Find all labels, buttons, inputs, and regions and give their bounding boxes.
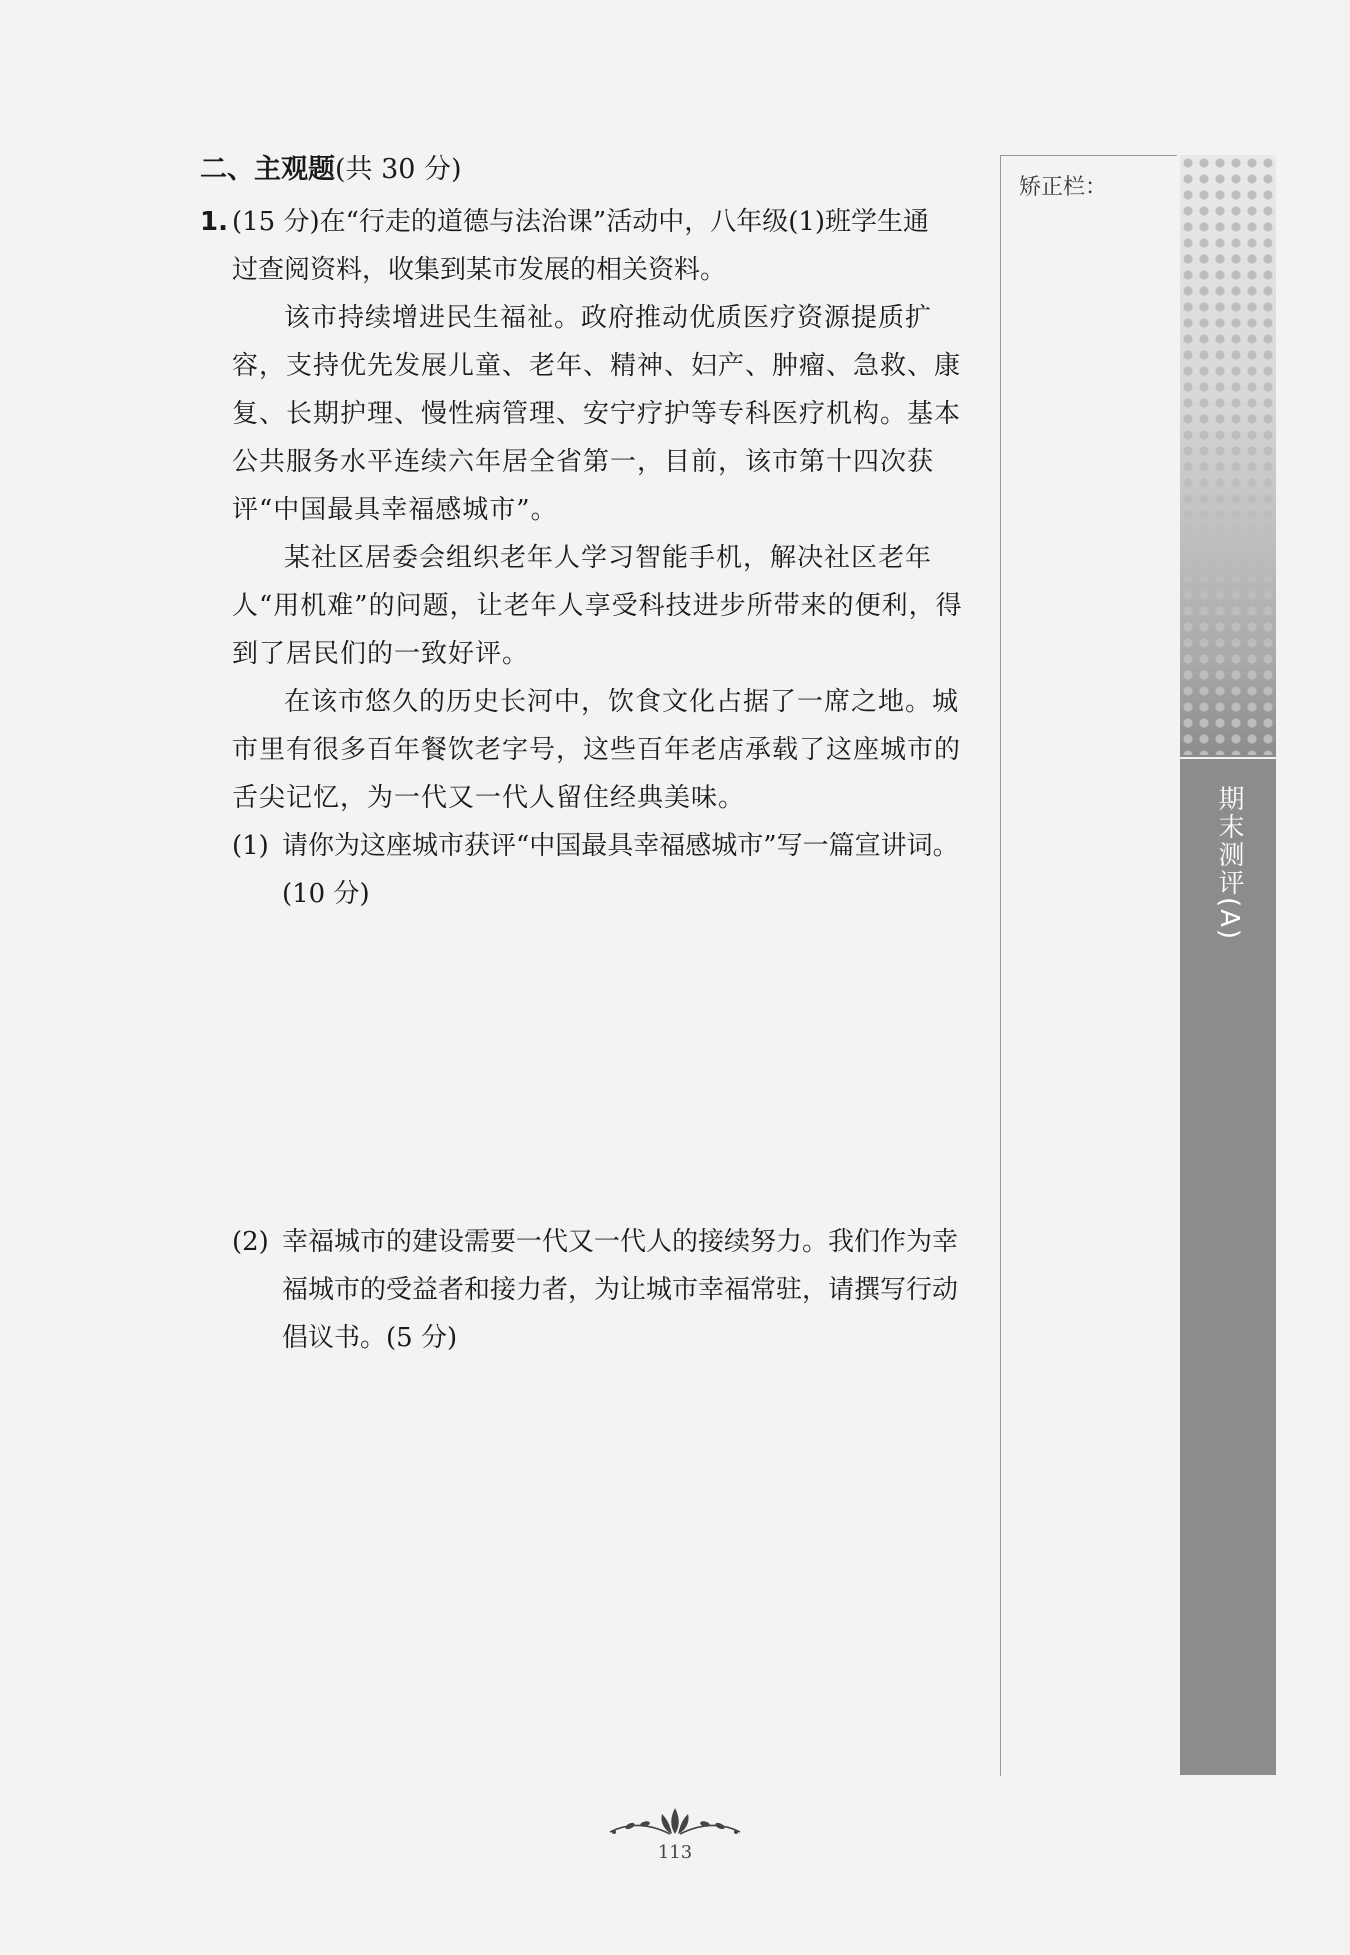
sub-question-text: 请你为这座城市获评“中国最具幸福感城市”写一篇宣讲词。(10 分) [282,831,959,909]
floral-ornament-icon [600,1800,750,1840]
side-tab-label: 期末测评(A) [1214,785,1244,942]
material-paragraphs [200,294,980,822]
section-score: (共 30 分) [335,154,462,185]
side-tab-divider [1180,757,1276,759]
section-heading [200,150,980,190]
sub-question-number: (1) [232,831,269,861]
sub-question-number: (2) [232,1227,269,1257]
correction-column[interactable] [1000,155,1177,1776]
question-intro [200,198,980,294]
sub-question-2 [200,1218,980,1362]
sub-question-1 [200,822,980,918]
material-paragraph: 该市持续增进民生福祉。政府推动优质医疗资源提质扩容，支持优先发展儿童、老年、精神、妇产、肿瘤、急救、康复、长期护理、慢性病管理、安宁疗护等专科医疗机构。基本公共服务水平连续六年居全省第一，目前，该市第十四次获评“中国最具幸福感城市”。 [232,303,962,525]
sub-question-text: 幸福城市的建设需要一代又一代人的接续努力。我们作为幸福城市的受益者和接力者，为让城市幸福常驻，请撰写行动倡议书。(5 分) [282,1227,959,1353]
answer-space-1[interactable] [200,918,980,1218]
question-intro-line-1: (15 分)在“行走的道德与法治课”活动中，八年级(1)班学生通 [232,207,930,237]
correction-label: 矫正栏： [1019,175,1108,200]
page-number: 113 [657,1842,693,1863]
section-title: 二、主观题 [200,154,335,185]
material-paragraph: 在该市悠久的历史长河中，饮食文化占据了一席之地。城市里有很多百年餐饮老字号，这些百年老店承载了这座城市的舌尖记忆，为一代又一代人留住经典美味。 [232,687,962,813]
side-tab [1180,155,1276,1775]
material-paragraph: 某社区居委会组织老年人学习智能手机，解决社区老年人“用机难”的问题，让老年人享受科技进步所带来的便利，得到了居民们的一致好评。 [232,543,963,669]
side-tab-pattern [1180,155,1276,755]
question-1 [200,198,980,1362]
question-number: 1. [200,207,228,237]
question-intro-line-2: 过查阅资料，收集到某市发展的相关资料。 [232,255,727,285]
main-content [200,150,980,1362]
